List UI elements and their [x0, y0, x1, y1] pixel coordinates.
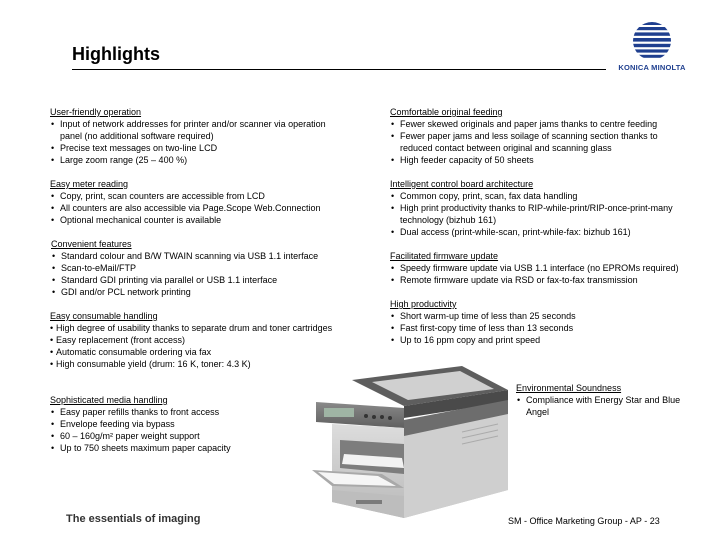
- bullet-list: [390, 262, 715, 286]
- company-logo: [612, 20, 692, 80]
- list-item: • High feeder capacity of 50 sheets: [390, 154, 690, 166]
- bullet-list: [516, 394, 696, 418]
- section-consumable-handling: [50, 310, 370, 370]
- footer-text: SM - Office Marketing Group - AP - 23: [508, 516, 660, 526]
- list-item: • Precise text messages on two-line LCD: [50, 142, 340, 154]
- bullet-list: [390, 190, 700, 238]
- bullet-list: [50, 118, 340, 166]
- list-item: • 60 – 160g/m² paper weight support: [50, 430, 310, 442]
- section-heading: Intelligent control board architecture: [390, 179, 534, 189]
- section-productivity: [390, 298, 690, 346]
- list-item: • Short warm-up time of less than 25 seconds: [390, 310, 690, 322]
- list-item: • Easy replacement (front access): [50, 334, 370, 346]
- list-item: • Copy, print, scan counters are accessible from LCD: [50, 190, 360, 202]
- list-item: • Envelope feeding via bypass: [50, 418, 310, 430]
- section-heading: Easy consumable handling: [50, 311, 158, 321]
- list-item: • Remote firmware update via RSD or fax-to-fax transmission: [390, 274, 715, 286]
- list-item: • Scan-to-eMail/FTP: [51, 262, 361, 274]
- list-item: • Easy paper refills thanks to front access: [50, 406, 310, 418]
- bullet-list: [390, 118, 690, 166]
- list-item: • High print productivity thanks to RIP-while-print/RIP-once-print-many technology (bizhub 161): [390, 202, 700, 226]
- list-item: • GDI and/or PCL network printing: [51, 286, 361, 298]
- list-item: • Speedy firmware update via USB 1.1 interface (no EPROMs required): [390, 262, 715, 274]
- list-item: • Standard GDI printing via parallel or USB 1.1 interface: [51, 274, 361, 286]
- section-easy-meter: [50, 178, 360, 226]
- list-item: • Up to 16 ppm copy and print speed: [390, 334, 690, 346]
- page-title: Highlights: [72, 44, 160, 64]
- list-item: • Automatic consumable ordering via fax: [50, 346, 370, 358]
- printer-image: [312, 362, 524, 532]
- section-convenient-features: [51, 238, 361, 298]
- list-item: • Fewer skewed originals and paper jams thanks to centre feeding: [390, 118, 690, 130]
- section-firmware-update: [390, 250, 715, 286]
- section-heading: Environmental Soundness: [516, 383, 622, 393]
- section-media-handling: [50, 394, 310, 454]
- list-item: • High consumable yield (drum: 16 K, toner: 4.3 K): [50, 358, 370, 370]
- section-heading: High productivity: [390, 299, 457, 309]
- list-item: • High degree of usability thanks to separate drum and toner cartridges: [50, 322, 370, 334]
- bullet-list: [51, 250, 361, 298]
- list-item: • Fewer paper jams and less soilage of scanning section thanks to reduced contact between original and scanning glass: [390, 130, 690, 154]
- list-item: • Compliance with Energy Star and Blue Angel: [516, 394, 696, 418]
- section-original-feeding: [390, 106, 690, 166]
- section-heading: Easy meter reading: [50, 179, 129, 189]
- list-item: • Standard colour and B/W TWAIN scanning via USB 1.1 interface: [51, 250, 361, 262]
- section-control-board: [390, 178, 700, 238]
- section-user-friendly: [50, 106, 340, 166]
- bullet-list: [50, 406, 310, 454]
- section-heading: Facilitated firmware update: [390, 251, 499, 261]
- list-item: • Up to 750 sheets maximum paper capacity: [50, 442, 310, 454]
- section-heading: Sophisticated media handling: [50, 395, 168, 405]
- list-item: • All counters are also accessible via Page.Scope Web.Connection: [50, 202, 360, 214]
- logo-wordmark: KONICA MINOLTA: [618, 63, 686, 72]
- tagline: The essentials of imaging: [66, 513, 201, 525]
- section-heading: Comfortable original feeding: [390, 107, 503, 117]
- section-heading: Convenient features: [51, 239, 132, 249]
- globe-logo-icon: [612, 20, 692, 64]
- bullet-list: [50, 190, 360, 226]
- section-heading: User-friendly operation: [50, 107, 142, 117]
- list-item: • Common copy, print, scan, fax data handling: [390, 190, 700, 202]
- list-item: • Input of network addresses for printer and/or scanner via operation panel (no additional software required): [50, 118, 340, 142]
- list-item: • Fast first-copy time of less than 13 seconds: [390, 322, 690, 334]
- list-item: • Dual access (print-while-scan, print-while-fax: bizhub 161): [390, 226, 700, 238]
- section-environment: [516, 382, 696, 418]
- list-item: • Large zoom range (25 – 400 %): [50, 154, 340, 166]
- bullet-list: [390, 310, 690, 346]
- list-item: • Optional mechanical counter is available: [50, 214, 360, 226]
- title-divider: [72, 69, 606, 70]
